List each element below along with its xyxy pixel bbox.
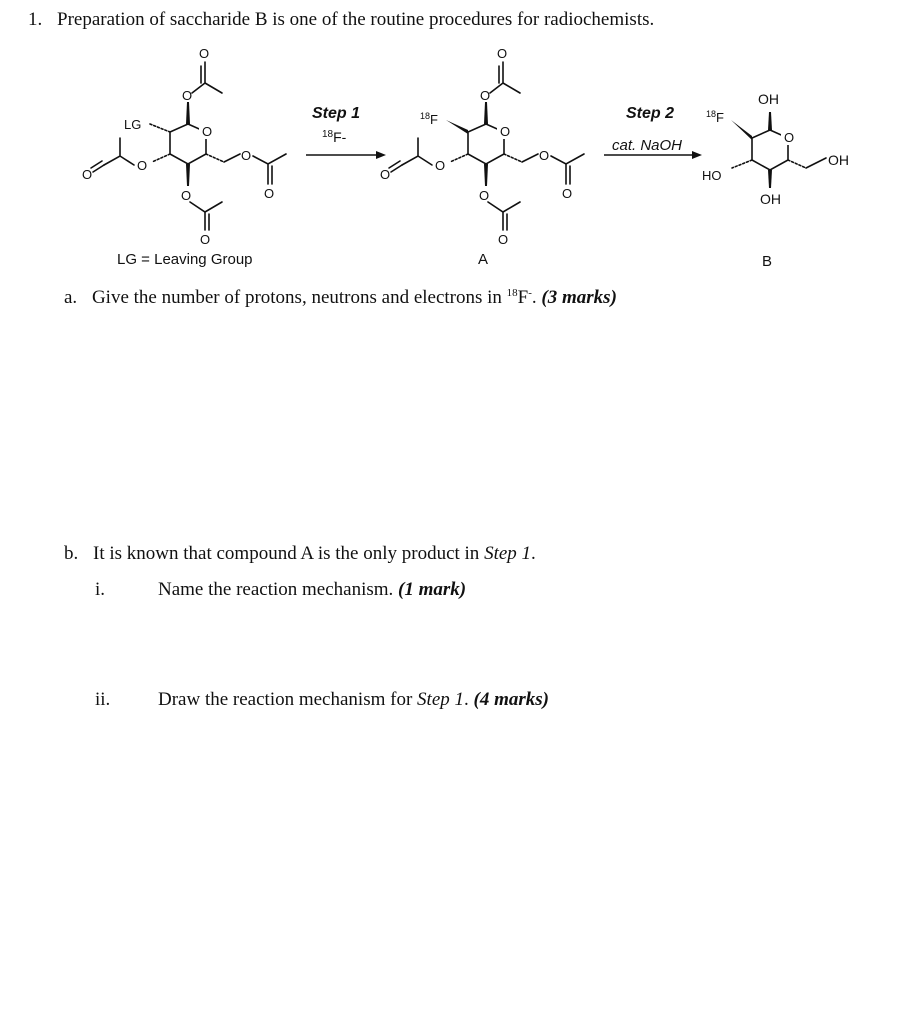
part-b-ii-text: Draw the reaction mechanism for [158, 689, 413, 710]
starting-material [82, 46, 286, 247]
part-b-ii-period: . [464, 689, 469, 710]
carbonyl-oxygen: O [200, 232, 211, 247]
ester-oxygen: O [137, 158, 148, 173]
ring-oxygen: O [784, 130, 795, 145]
part-b-letter: b. [64, 543, 79, 564]
step1-label: Step 1 [312, 105, 361, 122]
part-b-ii-marks: (4 marks) [473, 689, 549, 710]
compound-b [702, 91, 849, 207]
part-a [64, 287, 617, 309]
part-b-step: Step 1 [484, 543, 532, 564]
acetyl-bonds [192, 62, 222, 93]
wedge-bond [186, 164, 190, 186]
hydroxyl-label: OH [760, 191, 781, 207]
question-stem [28, 9, 654, 31]
part-b [64, 543, 536, 565]
fluorine-18-label: $^{18}$F [420, 111, 438, 127]
hydroxyl-label: HO [702, 168, 722, 183]
part-b-i-marks: (1 mark) [398, 579, 467, 600]
ester-oxygen: O [181, 188, 192, 203]
question-number: 1. [28, 9, 43, 30]
carbonyl-oxygen: O [498, 232, 509, 247]
carbonyl-oxygen: O [264, 186, 275, 201]
hydroxyl-label: OH [758, 91, 779, 107]
part-a-letter: a. [64, 287, 78, 308]
legend-text: LG = Leaving Group [117, 251, 253, 268]
part-a-marks: (3 marks) [541, 287, 617, 308]
part-b-ii-numeral: ii. [95, 689, 111, 710]
question-text: Preparation of saccharide B is one of the routine procedures for radiochemists. [57, 9, 655, 30]
step1-arrow-group [306, 105, 386, 159]
part-b-i-text: Name the reaction mechanism. [158, 579, 394, 600]
step2-reagent: cat. NaOH [612, 137, 683, 154]
wedge-bond [186, 102, 190, 124]
hydroxyl-label: OH [828, 152, 849, 168]
ester-oxygen: O [480, 88, 491, 103]
part-b-period: . [531, 543, 536, 564]
carbonyl-oxygen: O [199, 46, 210, 61]
step1-reagent: $^{18}$F- [322, 129, 347, 145]
ester-oxygen: O [479, 188, 490, 203]
carbonyl-oxygen: O [497, 46, 508, 61]
compound-a [380, 46, 584, 247]
compound-a-label: A [478, 251, 489, 268]
compound-b-label: B [762, 253, 773, 270]
ester-oxygen: O [241, 148, 252, 163]
carbonyl-oxygen: O [562, 186, 573, 201]
part-a-text: Give the number of protons, neutrons and electrons in [91, 287, 502, 308]
carbonyl-oxygen: O [82, 167, 93, 182]
ester-oxygen: O [182, 88, 193, 103]
part-b-text: It is known that compound A is the only product in [93, 543, 480, 564]
ring-oxygen: O [202, 124, 213, 139]
ester-oxygen: O [539, 148, 550, 163]
step2-label: Step 2 [626, 105, 675, 122]
step2-arrow-group [604, 105, 702, 159]
carbonyl-oxygen: O [380, 167, 391, 182]
fluoride-ion: $^{18}$F- [506, 287, 532, 308]
part-b-i [95, 579, 466, 601]
part-b-ii-step: Step 1 [417, 689, 465, 710]
leaving-group-label: LG [124, 117, 142, 132]
reaction-scheme [0, 38, 913, 278]
fluorine-18-label: $^{18}$F [706, 109, 724, 125]
hashed-bond [150, 124, 170, 132]
part-b-i-numeral: i. [95, 579, 106, 600]
part-b-ii [95, 689, 549, 711]
ring-oxygen: O [500, 124, 511, 139]
ester-oxygen: O [435, 158, 446, 173]
part-a-period: . [531, 287, 537, 308]
